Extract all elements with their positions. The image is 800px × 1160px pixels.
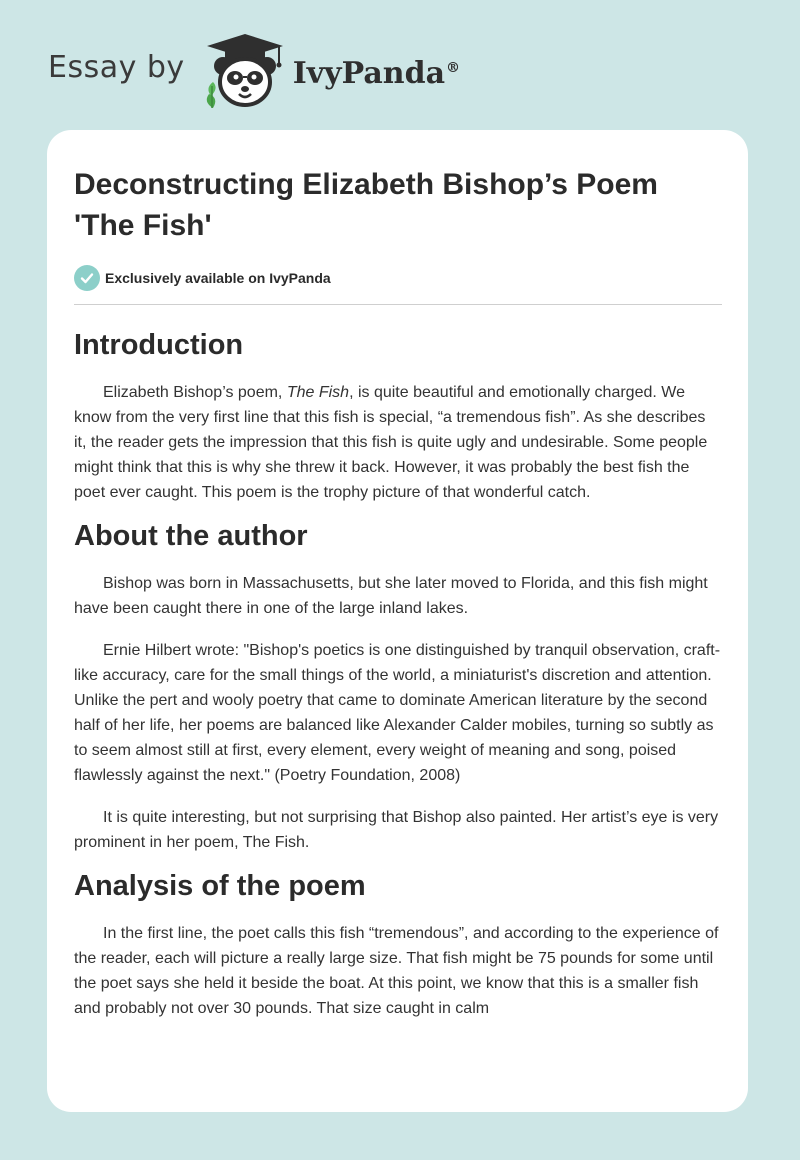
trademark-symbol: ® — [446, 59, 461, 76]
section-heading-introduction: Introduction — [74, 329, 244, 361]
paragraph-about-author-1: Bishop was born in Massachusetts, but she later moved to Florida, and this fish might have been caught there in one of the large inland lakes. — [74, 575, 708, 617]
title-divider — [74, 304, 722, 305]
site-header — [48, 30, 460, 110]
brand-name[interactable] — [293, 56, 460, 91]
check-circle-icon — [74, 265, 100, 291]
section-heading-analysis: Analysis of the poem — [74, 870, 366, 902]
section-heading-about-author: About the author — [74, 520, 308, 552]
paragraph-about-author-2: Ernie Hilbert wrote: "Bishop's poetics is one distinguished by tranquil observation, craft-like accuracy, care for the small things of the world, a miniaturist's discretion and attention. Unlike the pert and wooly poetry that came to dominate American literature by the second half of her life, her poems are balanced like Alexander Calder mobiles, turning so subtly as to seem almost still at first, every element, every weight of meaning and song, poised flawlessly against the next." (Poetry Foundation, 2008) — [74, 642, 721, 784]
essay-by-label: Essay by — [48, 49, 185, 85]
panda-logo-icon[interactable] — [201, 30, 289, 110]
brand-text[interactable]: IvyPanda — [292, 55, 446, 91]
exclusive-label: Exclusively available on IvyPanda — [105, 270, 331, 286]
paragraph-analysis-1: In the first line, the poet calls this fish “tremendous”, and according to the experience of the reader, each will picture a really large size. That fish might be 75 pounds for some until the poet says she held it beside the boat. At this point, we know that this is a smaller fish and probably not over 30 pounds. That size caught in calm — [74, 925, 719, 1017]
paragraph-introduction — [74, 380, 722, 505]
paragraph-about-author-3: It is quite interesting, but not surprising that Bishop also painted. Her artist’s eye is very prominent in her poem, The Fish. — [74, 809, 719, 851]
exclusive-badge — [74, 264, 722, 292]
paragraph-text: , is quite beautiful and emotionally charged. We know from the very first line that this fish is special, “a tremendous fish”. As she describes it, the reader gets the impression that this fish is quite ugly and undesirable. Some people might think that this is why she threw it back. However, it was probably the best fish the poet ever caught. This poem is the trophy picture of that wonderful catch. — [74, 384, 708, 501]
article-title: Deconstructing Elizabeth Bishop’s Poem 'The Fish' — [74, 168, 658, 242]
article-card — [47, 130, 748, 1112]
poem-title-italic: The Fish — [286, 384, 350, 401]
paragraph-text: Elizabeth Bishop’s poem, — [103, 384, 287, 401]
